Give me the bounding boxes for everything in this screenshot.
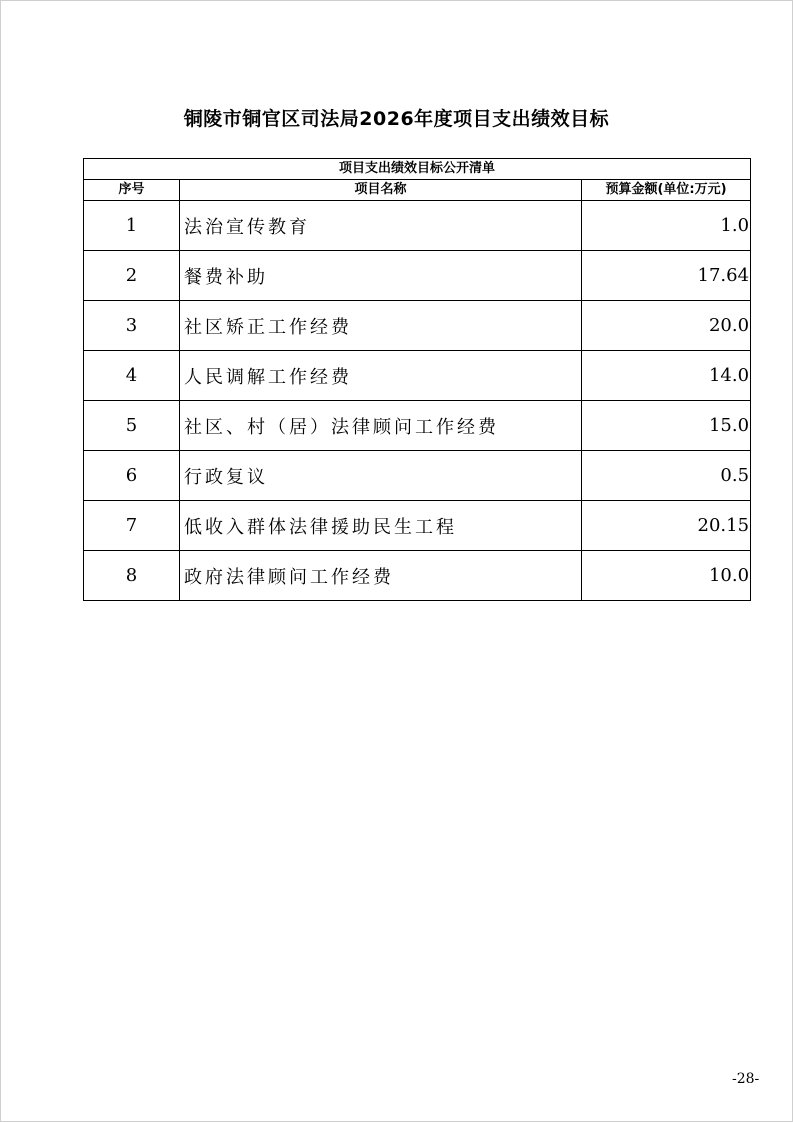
table-row — [84, 451, 751, 501]
page-number: -28- — [732, 1071, 760, 1087]
document-title: 铜陵市铜官区司法局2026年度项目支出绩效目标 — [183, 108, 610, 130]
row-no: 1 — [84, 201, 180, 251]
table-header-row — [84, 180, 751, 201]
row-no: 2 — [84, 251, 180, 301]
table-caption: 项目支出绩效目标公开清单 — [84, 159, 751, 180]
row-amount: 10.0 — [582, 551, 751, 601]
row-name: 政府法律顾问工作经费 — [180, 551, 582, 601]
row-amount: 20.15 — [582, 501, 751, 551]
row-no: 5 — [84, 401, 180, 451]
table-row — [84, 401, 751, 451]
header-name: 项目名称 — [180, 180, 582, 201]
table-row — [84, 201, 751, 251]
row-name: 餐费补助 — [180, 251, 582, 301]
row-amount: 17.64 — [582, 251, 751, 301]
header-no: 序号 — [84, 180, 180, 201]
table-caption-row — [84, 159, 751, 180]
row-amount: 20.0 — [582, 301, 751, 351]
row-name: 低收入群体法律援助民生工程 — [180, 501, 582, 551]
row-amount: 0.5 — [582, 451, 751, 501]
header-amount: 预算金额(单位:万元) — [582, 180, 751, 201]
row-no: 7 — [84, 501, 180, 551]
row-no: 6 — [84, 451, 180, 501]
row-amount: 14.0 — [582, 351, 751, 401]
row-amount: 1.0 — [582, 201, 751, 251]
row-no: 3 — [84, 301, 180, 351]
row-no: 4 — [84, 351, 180, 401]
row-name: 法治宣传教育 — [180, 201, 582, 251]
row-name: 社区矫正工作经费 — [180, 301, 582, 351]
table-row — [84, 351, 751, 401]
table-row — [84, 501, 751, 551]
table-row — [84, 301, 751, 351]
table-row — [84, 551, 751, 601]
row-no: 8 — [84, 551, 180, 601]
budget-table — [83, 158, 751, 601]
row-name: 社区、村（居）法律顾问工作经费 — [180, 401, 582, 451]
row-name: 人民调解工作经费 — [180, 351, 582, 401]
row-name: 行政复议 — [180, 451, 582, 501]
table-row — [84, 251, 751, 301]
row-amount: 15.0 — [582, 401, 751, 451]
